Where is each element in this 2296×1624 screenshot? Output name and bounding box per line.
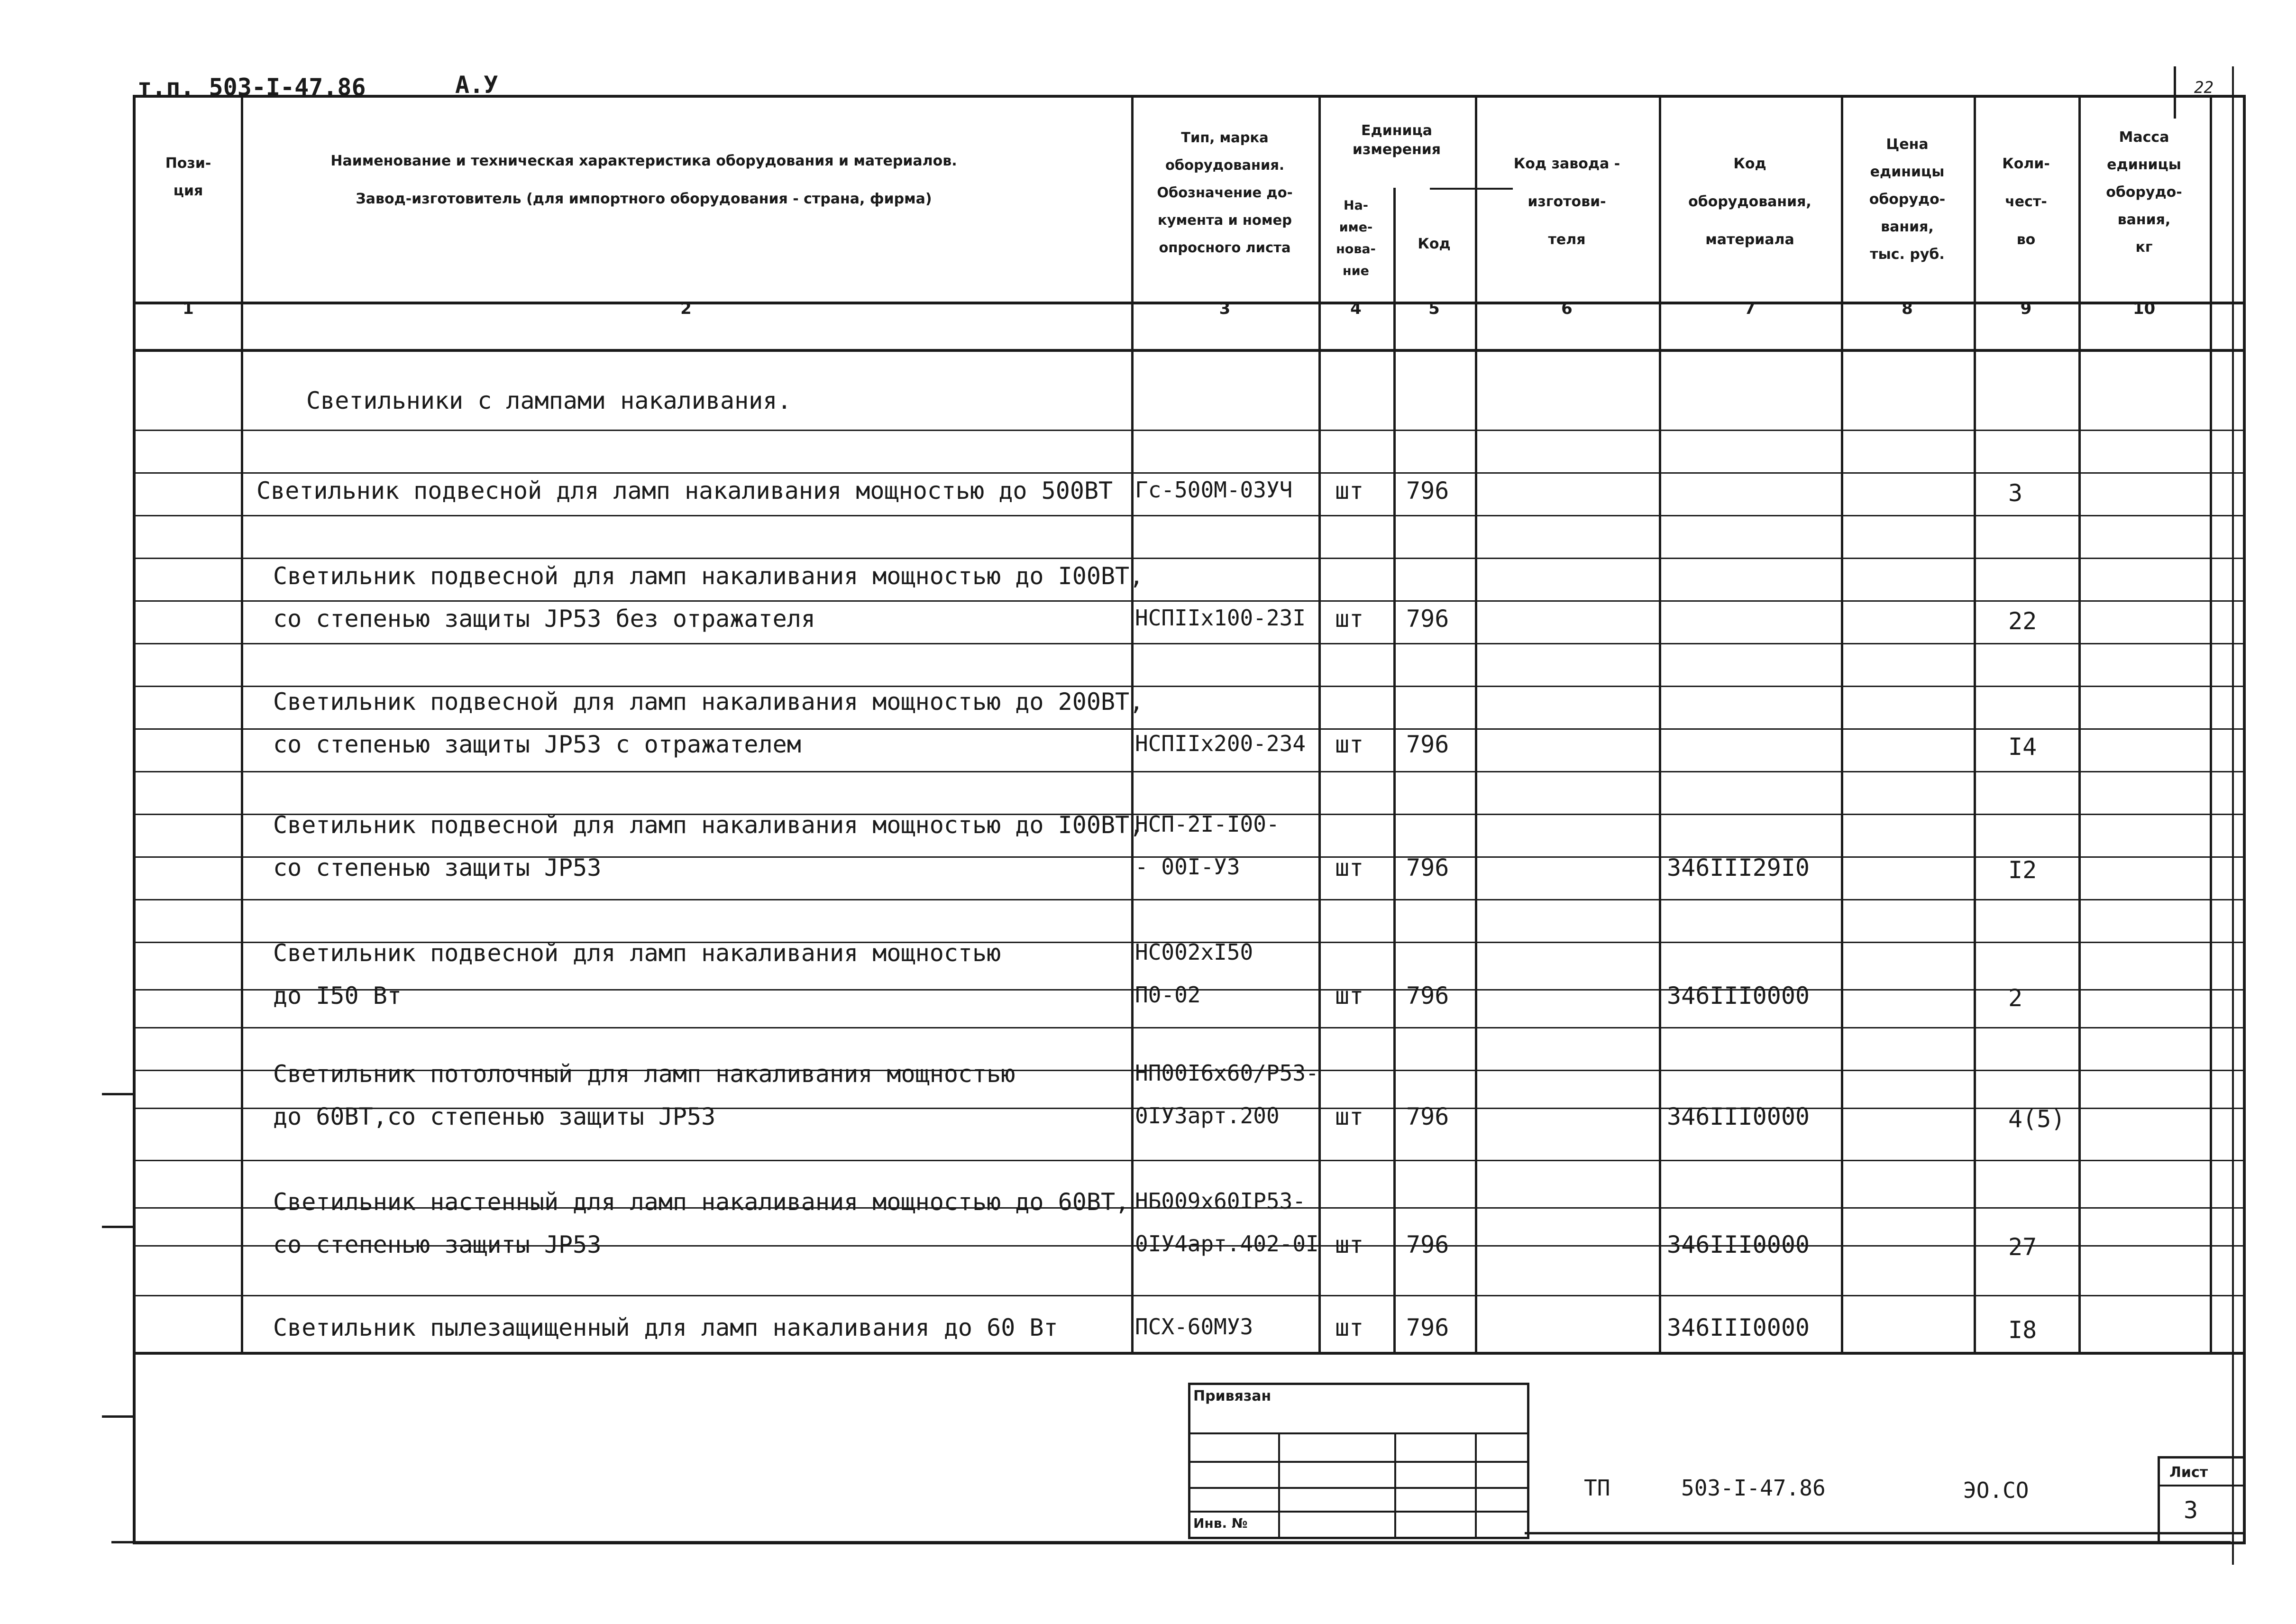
item-type: НСП-2I-I00- bbox=[1135, 811, 1280, 837]
bottom-baseline bbox=[111, 1541, 2231, 1543]
col-divider-2 bbox=[1131, 98, 1134, 1352]
col-number-7: 7 bbox=[1744, 299, 1756, 318]
item-equipment-code: 346III0000 bbox=[1667, 1231, 1810, 1258]
item-type: НС002хI50 bbox=[1135, 939, 1253, 965]
row-line bbox=[136, 1160, 2243, 1161]
header-unit-name: На- име- нова- ние bbox=[1336, 198, 1376, 278]
item-unit: шт bbox=[1335, 1103, 1364, 1130]
sheet-number: 3 bbox=[2184, 1496, 2198, 1524]
col-number-6: 6 bbox=[1561, 299, 1573, 318]
item-type: - 00I-У3 bbox=[1135, 854, 1240, 880]
item-name: со степенью защиты JР53 с отражателем bbox=[273, 731, 801, 758]
item-quantity: 27 bbox=[2008, 1233, 2037, 1261]
col-number-1: 1 bbox=[183, 299, 194, 318]
item-quantity: I2 bbox=[2008, 856, 2037, 884]
row-line bbox=[136, 643, 2243, 644]
item-equipment-code: 346III0000 bbox=[1667, 1103, 1810, 1130]
col-divider-9 bbox=[2078, 98, 2081, 1352]
item-unit: шт bbox=[1335, 477, 1364, 505]
item-quantity: 4(5) bbox=[2008, 1105, 2066, 1133]
item-equipment-code: 346III29I0 bbox=[1667, 854, 1810, 881]
header-price: Цена единицы оборудо- вания, тыс. руб. bbox=[1869, 136, 1946, 263]
item-unit-code: 796 bbox=[1406, 1103, 1449, 1130]
header-mass: Масса единицы оборудо- вания, кг bbox=[2106, 129, 2182, 256]
margin-tick bbox=[102, 1415, 135, 1418]
item-unit-code: 796 bbox=[1406, 1314, 1449, 1341]
col-divider-3 bbox=[1318, 98, 1321, 1352]
header-name-line2: Завод-изготовитель (для импортного оборудования - страна, фирма) bbox=[356, 191, 932, 207]
item-unit-code: 796 bbox=[1406, 982, 1449, 1009]
item-type: 0IУ3арт.200 bbox=[1135, 1103, 1280, 1129]
col-number-8: 8 bbox=[1902, 299, 1913, 318]
item-unit: шт bbox=[1335, 605, 1364, 633]
col-number-2: 2 bbox=[680, 299, 692, 318]
col-divider-4 bbox=[1393, 188, 1396, 1352]
item-name: Светильник подвесной для ламп накаливания мощностью до 500ВТ bbox=[256, 477, 1113, 505]
stamp-privyazan: Привязан bbox=[1193, 1388, 1271, 1404]
stamp-section-code: ЭО.СО bbox=[1963, 1477, 2029, 1503]
item-unit: шт bbox=[1335, 854, 1364, 881]
item-quantity: I8 bbox=[2008, 1316, 2037, 1344]
item-type: Гс-500М-03УЧ bbox=[1135, 477, 1293, 503]
item-unit: шт bbox=[1335, 1314, 1364, 1341]
col-number-10: 10 bbox=[2132, 299, 2156, 318]
item-type: НБ009х60IР53- bbox=[1135, 1188, 1306, 1214]
item-type: П0-02 bbox=[1135, 982, 1201, 1008]
stamp-document-code: 503-I-47.86 bbox=[1681, 1475, 1826, 1501]
row-line bbox=[136, 1027, 2243, 1028]
document-code: т.п. 503-I-47.86 bbox=[137, 73, 366, 101]
item-name: со степенью защиты JР53 bbox=[273, 854, 602, 881]
item-equipment-code: 346III0000 bbox=[1667, 982, 1810, 1009]
item-name: Светильник потолочный для ламп накаливания мощностью bbox=[273, 1060, 1015, 1088]
item-type: ПСХ-60МУ3 bbox=[1135, 1314, 1253, 1340]
header-unit-code: Код bbox=[1418, 236, 1451, 252]
stamp-inventory-number: Инв. № bbox=[1193, 1515, 1248, 1531]
item-name: до I50 Вт bbox=[273, 982, 402, 1009]
item-type: НСПIIх100-23I bbox=[1135, 605, 1306, 631]
item-unit-code: 796 bbox=[1406, 854, 1449, 881]
row-line bbox=[136, 558, 2243, 559]
item-unit-code: 796 bbox=[1406, 477, 1449, 505]
col-divider-6 bbox=[1659, 98, 1661, 1352]
item-name: Светильник подвесной для ламп накаливания мощностью до I00ВТ, bbox=[273, 811, 1144, 839]
item-equipment-code: 346III0000 bbox=[1667, 1314, 1810, 1341]
col-number-9: 9 bbox=[2020, 299, 2032, 318]
item-type: 0IУ4арт.402-0I bbox=[1135, 1231, 1319, 1257]
item-name: Светильник подвесной для ламп накаливания мощностью bbox=[273, 939, 1001, 967]
col-divider-8 bbox=[1974, 98, 1976, 1352]
item-quantity: 3 bbox=[2008, 479, 2023, 507]
row-line bbox=[136, 686, 2243, 687]
table-bottom-line bbox=[136, 1352, 2243, 1355]
col-divider-1 bbox=[241, 98, 243, 1352]
item-type: НСПIIх200-234 bbox=[1135, 731, 1306, 756]
sheet-box bbox=[2158, 1456, 2245, 1544]
col-number-5: 5 bbox=[1428, 299, 1440, 318]
sheet-label: Лист bbox=[2169, 1464, 2208, 1481]
col-divider-10 bbox=[2210, 98, 2212, 1352]
col-number-4: 4 bbox=[1350, 299, 1362, 318]
item-unit: шт bbox=[1335, 982, 1364, 1009]
item-unit: шт bbox=[1335, 1231, 1364, 1258]
item-quantity: 2 bbox=[2008, 984, 2023, 1012]
stamp-tp-label: ТП bbox=[1584, 1475, 1610, 1501]
corner-mark: 22 bbox=[2194, 78, 2214, 97]
col-number-3: 3 bbox=[1219, 299, 1231, 318]
album-label: А.У bbox=[455, 71, 498, 99]
header-type: Тип, марка оборудования. Обозначение до- кумента и номер опросного листа bbox=[1157, 129, 1293, 256]
item-name: Светильник подвесной для ламп накаливания мощностью до 200ВТ, bbox=[273, 688, 1144, 716]
row-line bbox=[136, 430, 2243, 431]
header-unit-group: Единица измерения bbox=[1352, 122, 1441, 158]
header-name-line1: Наименование и техническая характеристика оборудования и материалов. bbox=[330, 153, 957, 169]
item-name: Светильник пылезащищенный для ламп накаливания до 60 Вт bbox=[273, 1314, 1058, 1341]
header-position: Пози- ция bbox=[165, 155, 211, 199]
numbers-bottom-line bbox=[136, 349, 2243, 352]
item-quantity: 22 bbox=[2008, 607, 2037, 635]
row-line bbox=[136, 1295, 2243, 1296]
col-divider-7 bbox=[1841, 98, 1843, 1352]
row-line bbox=[136, 515, 2243, 516]
header-manufacturer-code: Код завода - изготови- теля bbox=[1513, 156, 1620, 248]
row-line bbox=[136, 899, 2243, 900]
item-unit-code: 796 bbox=[1406, 1231, 1449, 1258]
item-type: НП00I6х60/Р53- bbox=[1135, 1060, 1319, 1086]
specification-table bbox=[133, 95, 2246, 1544]
item-name: до 60ВТ,со степенью защиты JР53 bbox=[273, 1103, 716, 1130]
item-name: Светильник настенный для ламп накаливания мощностью до 60ВТ, bbox=[273, 1188, 1130, 1216]
row-line bbox=[136, 472, 2243, 474]
title-block-left bbox=[1188, 1383, 1529, 1539]
section-title: Светильники с лампами накаливания. bbox=[306, 387, 792, 414]
row-line bbox=[136, 728, 2243, 730]
margin-tick bbox=[102, 1226, 135, 1228]
item-unit-code: 796 bbox=[1406, 731, 1449, 758]
item-name: со степенью защиты JР53 bbox=[273, 1231, 602, 1258]
row-line bbox=[136, 600, 2243, 602]
row-line bbox=[136, 771, 2243, 772]
item-unit: шт bbox=[1335, 731, 1364, 758]
margin-tick bbox=[102, 1093, 135, 1095]
header-equipment-code: Код оборудования, материала bbox=[1688, 156, 1811, 248]
item-name: со степенью защиты JР53 без отражателя bbox=[273, 605, 815, 633]
header-quantity: Коли- чест- во bbox=[2002, 156, 2050, 248]
item-name: Светильник подвесной для ламп накаливания мощностью до I00ВТ, bbox=[273, 562, 1144, 590]
col-divider-5 bbox=[1475, 98, 1477, 1352]
item-quantity: I4 bbox=[2008, 733, 2037, 761]
item-unit-code: 796 bbox=[1406, 605, 1449, 633]
